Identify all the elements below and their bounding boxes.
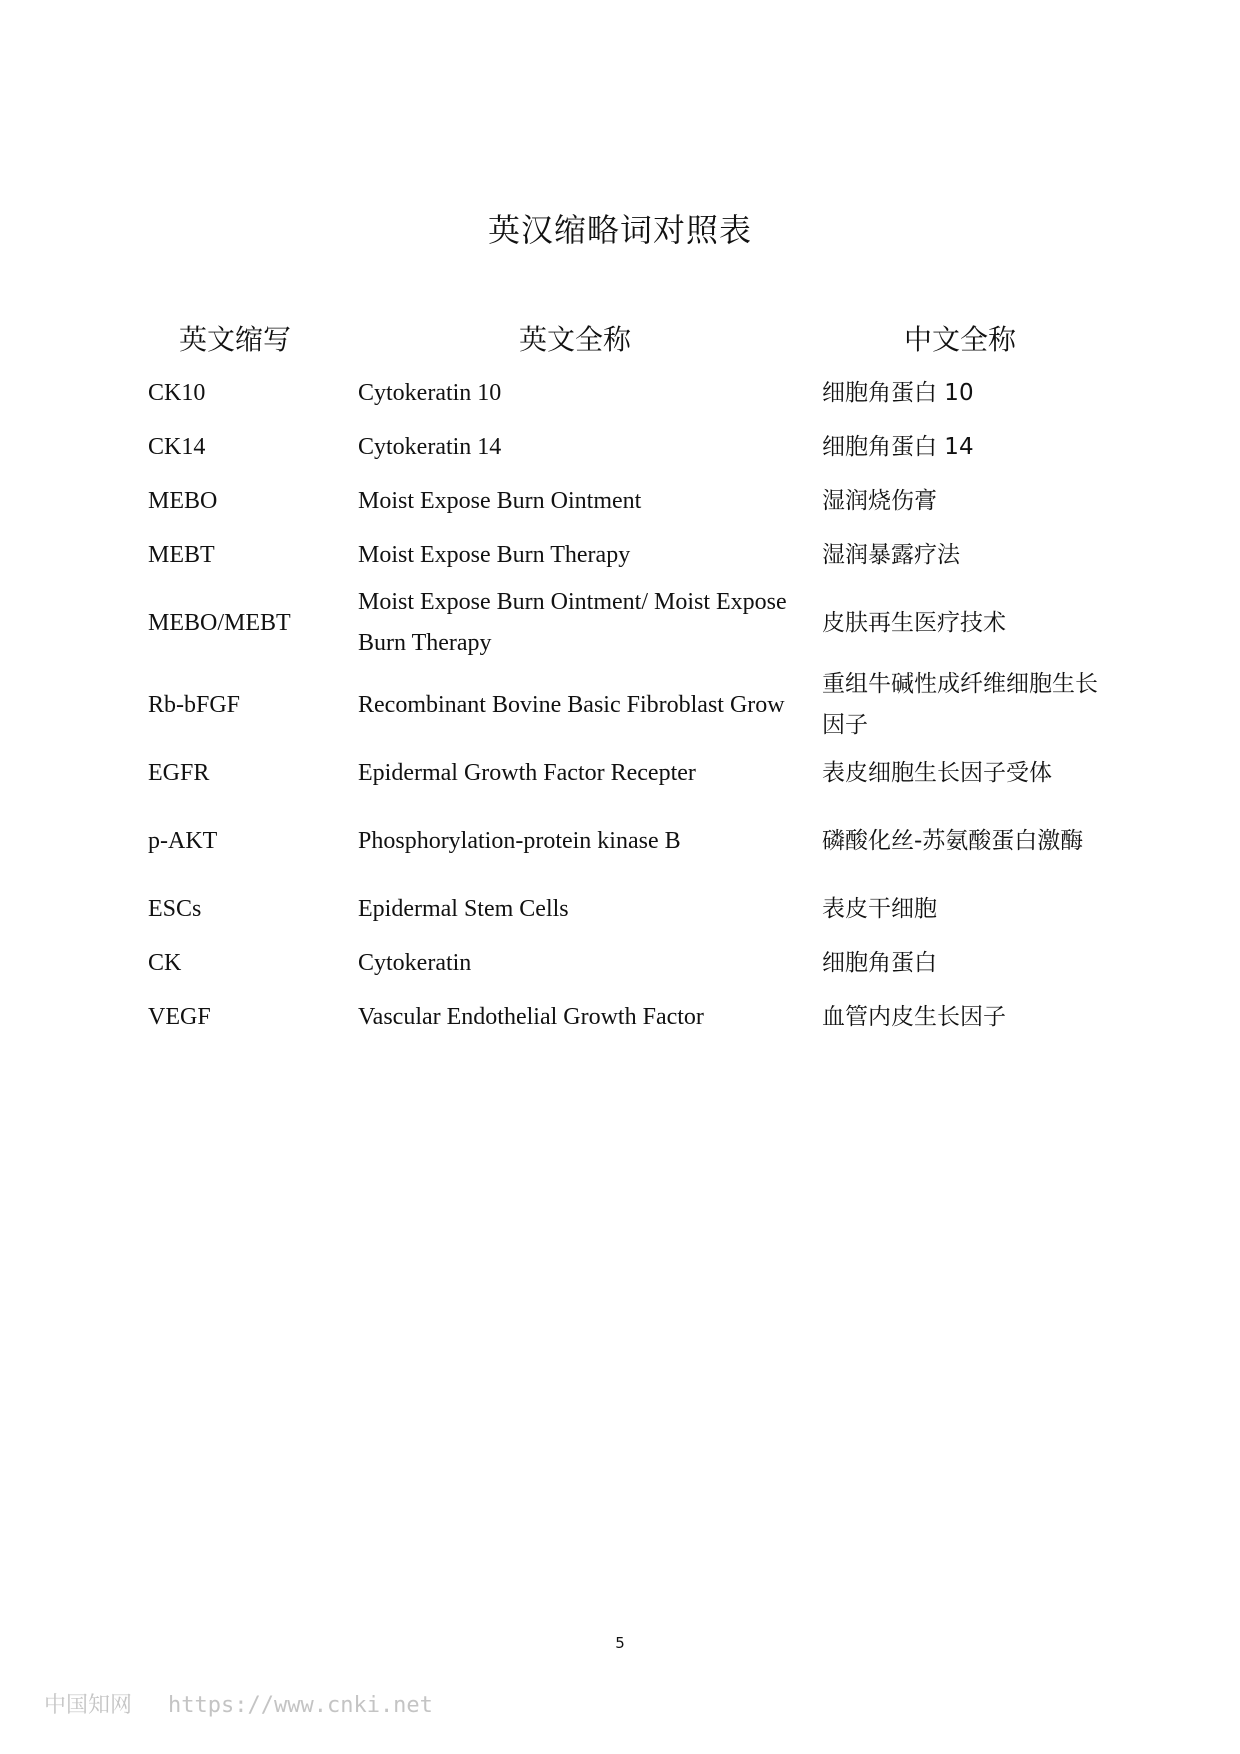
abbreviation-cell: EGFR (148, 759, 210, 786)
table-row (130, 474, 1110, 528)
chinese-name-cell: 细胞角蛋白 (822, 949, 937, 976)
header-chinese-full-name: 中文全称 (903, 323, 1016, 356)
chinese-name-cell: 磷酸化丝-苏氨酸蛋白激酶 (822, 827, 1084, 854)
chinese-name-cell: 皮肤再生医疗技术 (822, 609, 1006, 636)
table-row (130, 990, 1110, 1044)
english-name-cell: Epidermal Stem Cells (358, 895, 569, 922)
english-name-cell: Cytokeratin 14 (358, 433, 502, 460)
abbreviation-cell: CK14 (148, 433, 206, 460)
english-name-cell: Moist Expose Burn Ointment/ Moist Expose Burn Therapy (358, 589, 787, 656)
abbreviation-cell: p-AKT (148, 827, 218, 854)
table-row (130, 664, 1110, 746)
english-name-cell: Cytokeratin (358, 949, 472, 976)
cnki-watermark (44, 1688, 433, 1719)
chinese-name-cell: 表皮干细胞 (822, 895, 937, 922)
table-row (130, 420, 1110, 474)
abbreviation-table (130, 310, 1110, 1044)
table-header-row (130, 310, 1110, 366)
chinese-name-cell: 湿润暴露疗法 (822, 541, 960, 568)
chinese-name-cell: 血管内皮生长因子 (822, 1003, 1006, 1030)
page-number: 5 (615, 1634, 625, 1652)
table-row (130, 582, 1110, 664)
english-name-cell: Epidermal Growth Factor Recepter (358, 759, 696, 786)
abbreviation-cell: Rb-bFGF (148, 691, 241, 718)
chinese-name-cell: 细胞角蛋白 10 (822, 379, 974, 406)
chinese-name-cell: 重组牛碱性成纤维细胞生长因子 (822, 671, 1098, 738)
table-row (130, 936, 1110, 990)
chinese-name-cell: 湿润烧伤膏 (822, 487, 937, 514)
header-abbreviation: 英文缩写 (178, 323, 291, 356)
english-name-cell: Cytokeratin 10 (358, 379, 502, 406)
table-row (130, 746, 1110, 800)
english-name-cell: Recombinant Bovine Basic Fibroblast Grow (358, 691, 785, 718)
header-english-full-name: 英文全称 (518, 323, 631, 356)
abbreviation-cell: ESCs (148, 895, 202, 922)
watermark-brand: 中国知网 (44, 1693, 133, 1718)
table-row (130, 366, 1110, 420)
table-row (130, 528, 1110, 582)
chinese-name-cell: 细胞角蛋白 14 (822, 433, 974, 460)
english-name-cell: Phosphorylation-protein kinase B (358, 827, 681, 854)
english-name-cell: Moist Expose Burn Ointment (358, 487, 642, 514)
abbreviation-cell: MEBO (148, 487, 218, 514)
abbreviation-cell: VEGF (148, 1003, 211, 1030)
chinese-name-cell: 表皮细胞生长因子受体 (822, 759, 1052, 786)
abbreviation-cell: MEBT (148, 541, 215, 568)
abbreviation-cell: MEBO/MEBT (148, 609, 291, 636)
english-name-cell: Vascular Endothelial Growth Factor (358, 1003, 704, 1030)
abbreviation-cell: CK10 (148, 379, 206, 406)
watermark-url: https://www.cnki.net (168, 1693, 433, 1718)
abbreviation-cell: CK (148, 949, 182, 976)
table-row (130, 882, 1110, 936)
english-name-cell: Moist Expose Burn Therapy (358, 541, 631, 568)
page-title: 英汉缩略词对照表 (487, 211, 752, 249)
table-row (130, 800, 1110, 882)
